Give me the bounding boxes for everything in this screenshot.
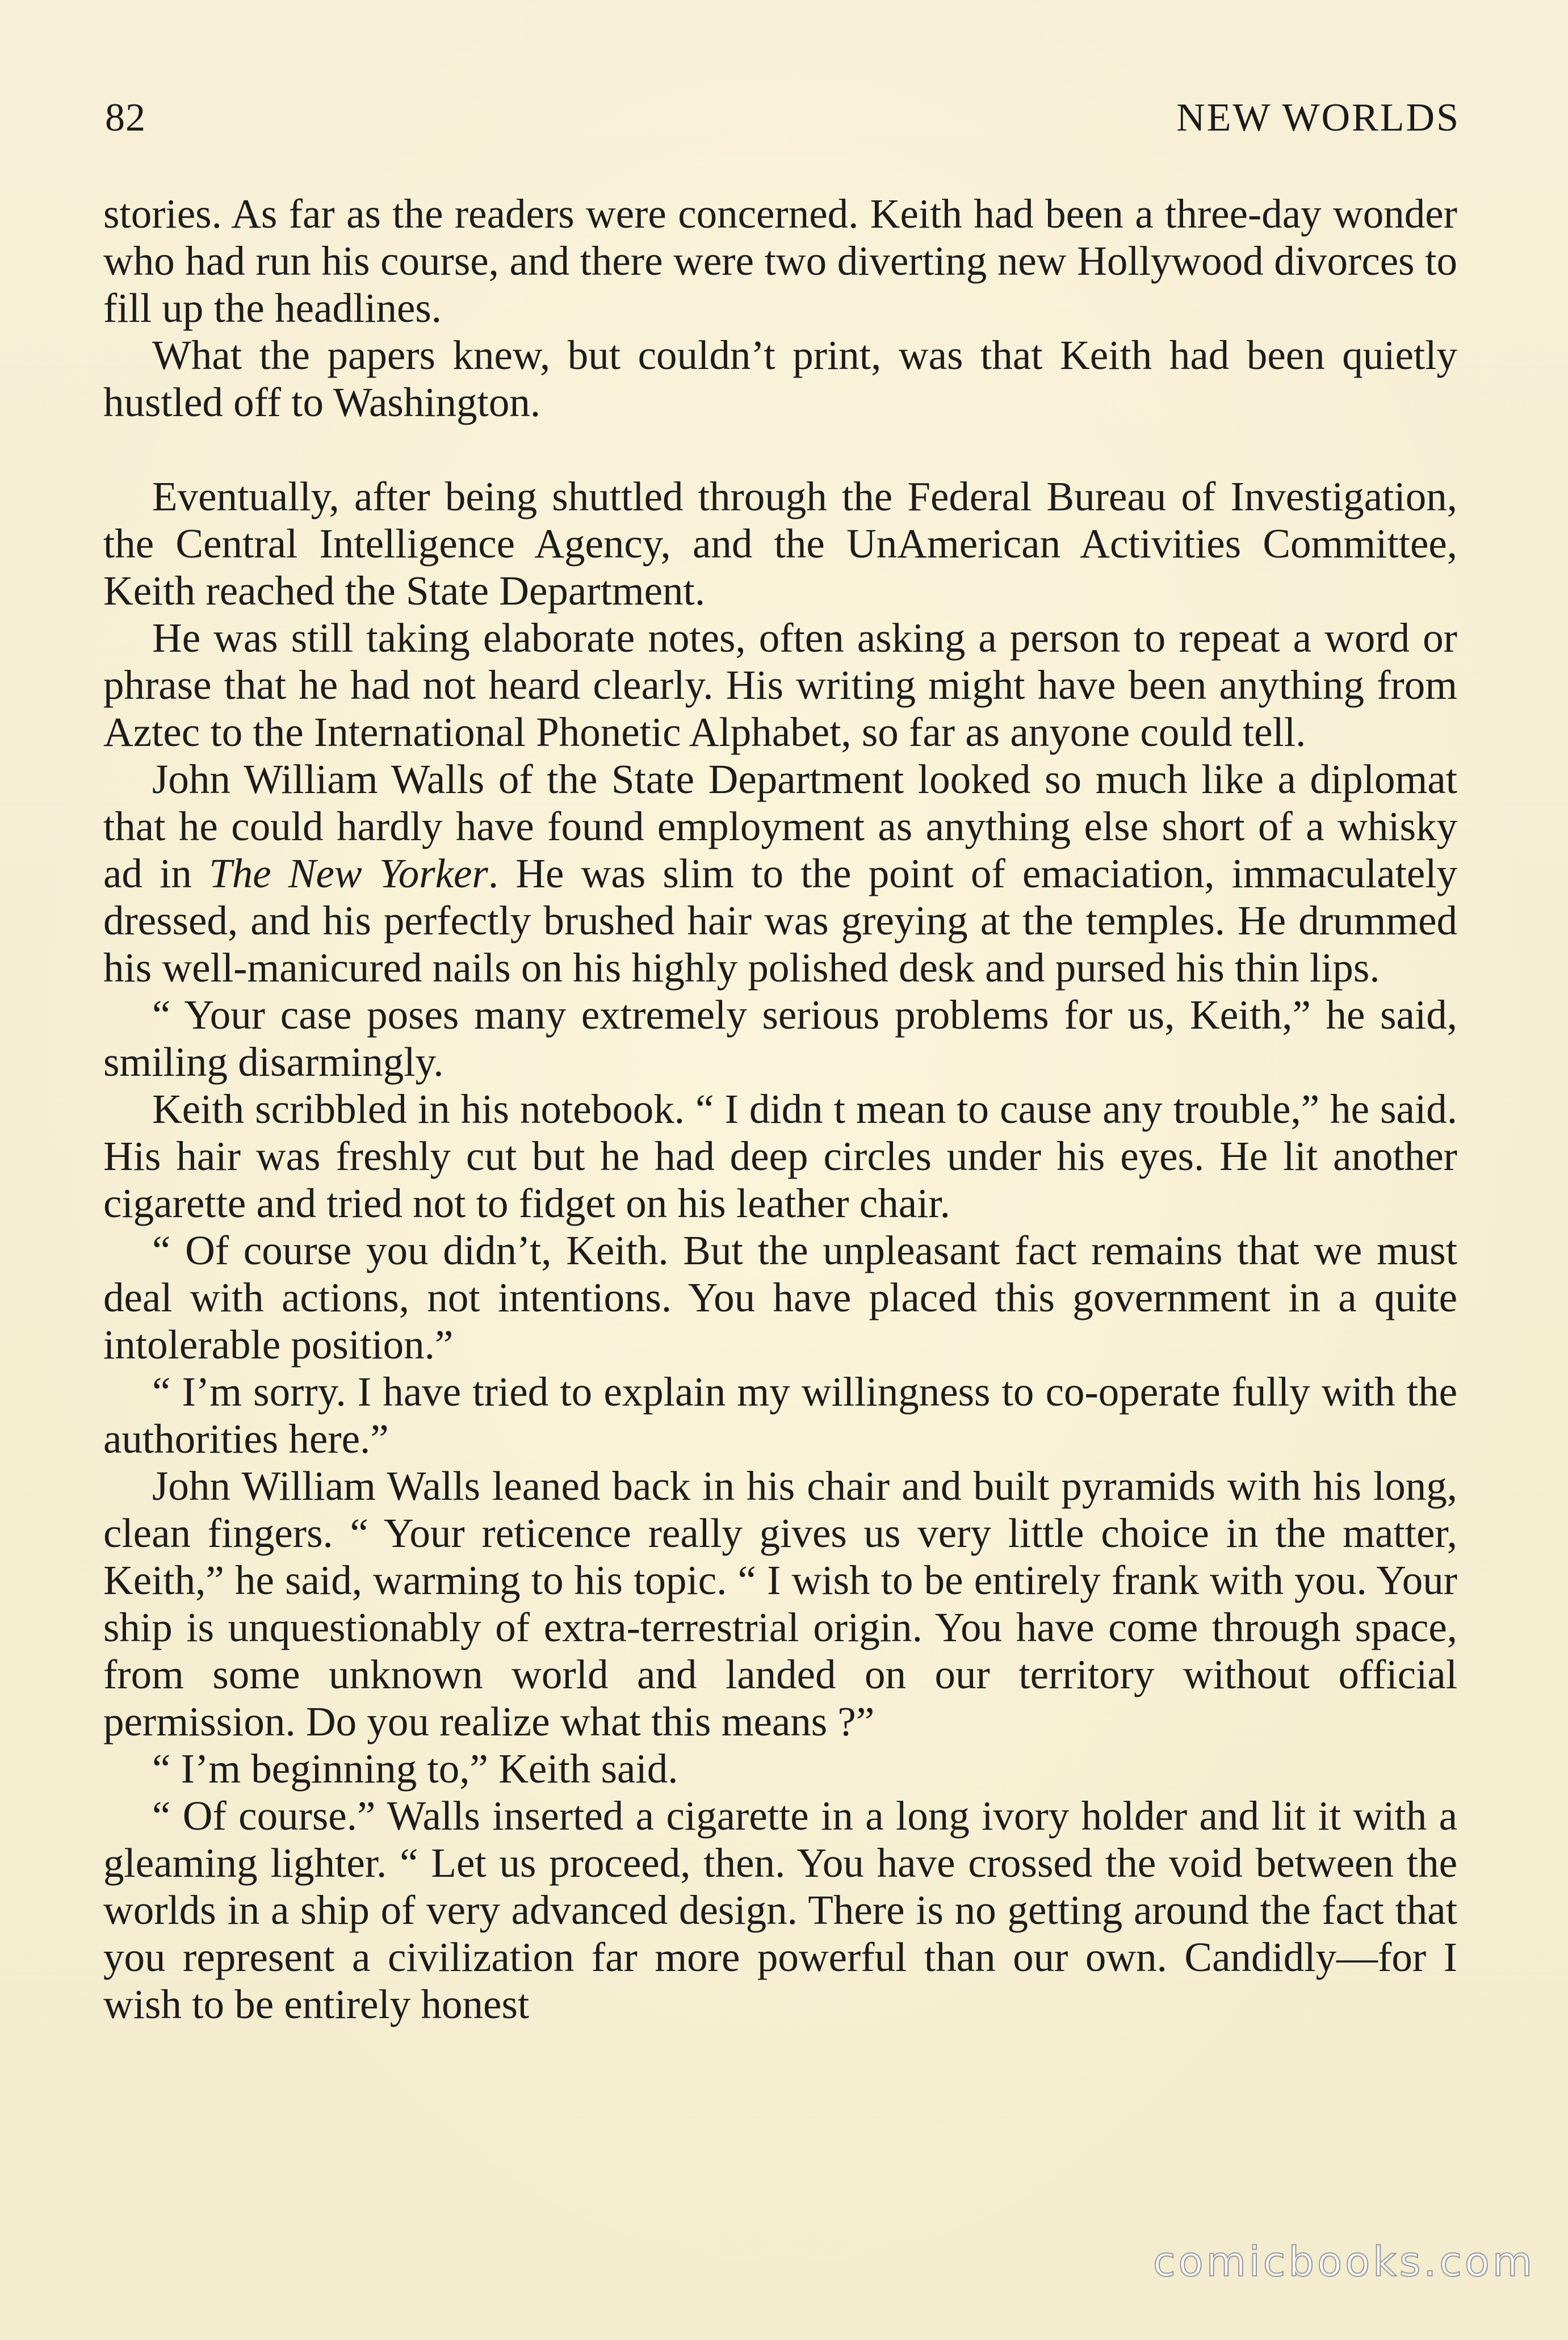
- section-break: [103, 426, 1457, 473]
- magazine-title: The New Yorker: [209, 850, 488, 896]
- running-title: NEW WORLDS: [1176, 96, 1460, 140]
- paragraph: stories. As far as the readers were concerned. Keith had been a three-day wonder who had run his course, and there were two diverting new Hollywood divorces to fill up the headlines.: [103, 191, 1457, 331]
- running-head: [105, 95, 1460, 152]
- paragraph: [103, 756, 1457, 991]
- paragraph: John William Walls leaned back in his chair and built pyramids with his long, clean fingers. “ Your reticence really gives us very little choice in the matter, Keith,” he said, warming to his topic. “ I wish to be entirely frank with you. Your ship is unquestionably of extra-terrestrial origin. You have come through space, from some unknown world and landed on our territory without official permission. Do you realize what this means ?”: [103, 1463, 1457, 1744]
- paragraph: “ Your case poses many extremely serious problems for us, Keith,” he said, smiling disarmingly.: [103, 992, 1457, 1085]
- paragraph: Eventually, after being shuttled through the Federal Bureau of Investigation, the Central Intelligence Agency, and the UnAmerican Activities Committee, Keith reached the State Department.: [103, 473, 1457, 614]
- paragraph: “ I’m beginning to,” Keith said.: [152, 1746, 678, 1792]
- paragraph: Keith scribbled in his notebook. “ I didn t mean to cause any trouble,” he said. His hair was freshly cut but he had deep circles under his eyes. He lit another cigarette and tried not to fidget on his leather chair.: [103, 1086, 1457, 1226]
- paragraph: “ Of course.” Walls inserted a cigarette in a long ivory holder and lit it with a gleaming lighter. “ Let us proceed, then. You have crossed the void between the worlds in a ship of very advanced design. There is no getting around the fact that you represent a civilization far more powerful than our own. Candidly—for I wish to be entirely honest: [103, 1793, 1457, 2027]
- paragraph: “ I’m sorry. I have tried to explain my willingness to co-operate fully with the authorities here.”: [103, 1369, 1457, 1462]
- paragraph: “ Of course you didn’t, Keith. But the unpleasant fact remains that we must deal with actions, not intentions. You have placed this government in a quite intolerable position.”: [103, 1227, 1457, 1368]
- paragraph: What the papers knew, but couldn’t print, was that Keith had been quietly hustled off to Washington.: [103, 332, 1457, 425]
- paragraph: He was still taking elaborate notes, often asking a person to repeat a word or phrase that he had not heard clearly. His writing might have been anything from Aztec to the International Phonetic Alphabet, so far as anyone could tell.: [103, 615, 1457, 755]
- page-number: 82: [105, 96, 146, 140]
- watermark: comicbooks.com: [1152, 2238, 1535, 2286]
- paragraph-text: . He was slim to the point of emaciation, immaculately dressed, and his perfectly brushed hair was greying at the temples. He drummed his well-manicured nails on his highly polished desk and pursed his thin lips.: [103, 850, 1458, 991]
- paragraph-text: John William Walls of the State Department looked so much like a diplomat that he could hardly have found employment as anything else short of a whisky ad in: [103, 756, 1457, 896]
- body-text: [103, 190, 1457, 2028]
